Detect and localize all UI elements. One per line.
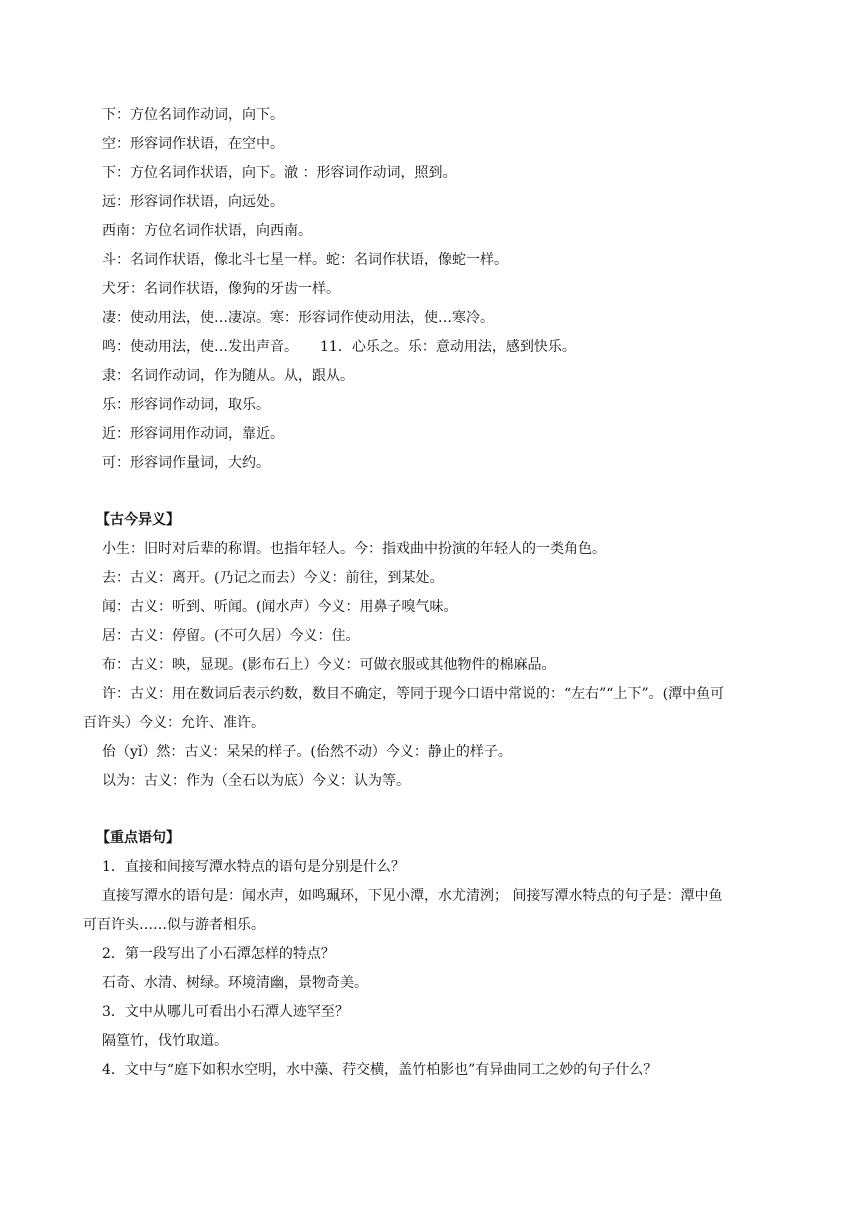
question: 4．文中与“庭下如积水空明，水中藻、荇交横，盖竹柏影也”有异曲同工之妙的句子什么？ — [102, 1062, 658, 1078]
zhongdian-section — [83, 824, 782, 1085]
usage-line: 鸣：使动用法，使…发出声音。 — [102, 339, 298, 355]
gujin-line: 布：古义：映，显现。(影布石上）今义：可做衣服或其他物件的棉麻品。 — [102, 657, 556, 673]
gujin-section — [83, 506, 782, 796]
gujin-line: 佁（yǐ）然：古义：呆呆的样子。(佁然不动）今义：静止的样子。 — [102, 744, 512, 760]
gujin-line: 小生：旧时对后辈的称谓。也指年轻人。今：指戏曲中扮演的年轻人的一类角色。 — [102, 541, 606, 557]
usage-line: 西南：方位名词作状语，向西南。 — [102, 223, 312, 239]
usage-line: 空：形容词作状语，在空中。 — [102, 136, 284, 152]
usage-line: 下：方位名词作状语，向下。澈 ：形容词作动词，照到。 — [102, 165, 457, 181]
section-heading: 【重点语句】 — [96, 830, 180, 846]
usage-list — [102, 101, 782, 478]
gujin-line-wrap: 百许头）今义：允许、准许。 — [83, 715, 265, 731]
gujin-line: 去：古义：离开。(乃记之而去）今义：前往，到某处。 — [102, 570, 444, 586]
answer: 隔篁竹，伐竹取道。 — [102, 1033, 228, 1049]
gujin-line: 许：古义：用在数词后表示约数，数目不确定，等同于现今口语中常说的：“左右”“上下”。(潭中鱼可 — [102, 686, 725, 702]
gujin-line: 闻：古义：听到、听闻。(闻水声）今义：用鼻子嗅气味。 — [102, 599, 458, 615]
usage-line: 凄：使动用法，使…凄凉。寒：形容词作使动用法，使…寒冷。 — [102, 310, 494, 326]
question: 2．第一段写出了小石潭怎样的特点？ — [102, 946, 335, 962]
usage-line: 乐：形容词作动词，取乐。 — [102, 397, 270, 413]
answer: 石奇、水清、树绿。环境清幽，景物奇美。 — [102, 975, 368, 991]
usage-line-combined — [102, 333, 782, 362]
answer: 直接写潭水的语句是：闻水声，如鸣珮环，下见小潭，水尤清洌； 间接写潭水特点的句子是：潭中鱼 — [102, 888, 723, 904]
usage-line-extra: 11．心乐之。乐：意动用法，感到快乐。 — [320, 339, 576, 355]
gujin-line: 以为：古义：作为（全石以为底）今义：认为等。 — [102, 773, 410, 789]
usage-line: 近：形容词用作动词，靠近。 — [102, 426, 284, 442]
question: 1．直接和间接写潭水特点的语句是分别是什么？ — [102, 859, 405, 875]
usage-line: 可：形容词作量词，大约。 — [102, 455, 270, 471]
usage-line: 隶：名词作动词，作为随从。从，跟从。 — [102, 368, 354, 384]
section-heading: 【古今异义】 — [96, 512, 180, 528]
usage-line: 下：方位名词作动词，向下。 — [102, 107, 284, 123]
usage-line: 斗：名词作状语，像北斗七星一样。蛇：名词作状语，像蛇一样。 — [102, 252, 508, 268]
usage-line: 犬牙：名词作状语，像狗的牙齿一样。 — [102, 281, 340, 297]
question: 3．文中从哪儿可看出小石潭人迹罕至？ — [102, 1004, 349, 1020]
gujin-line: 居：古义：停留。(不可久居）今义：住。 — [102, 628, 360, 644]
answer-wrap: 可百许头……似与游者相乐。 — [83, 917, 265, 933]
usage-line: 远：形容词作状语，向远处。 — [102, 194, 284, 210]
